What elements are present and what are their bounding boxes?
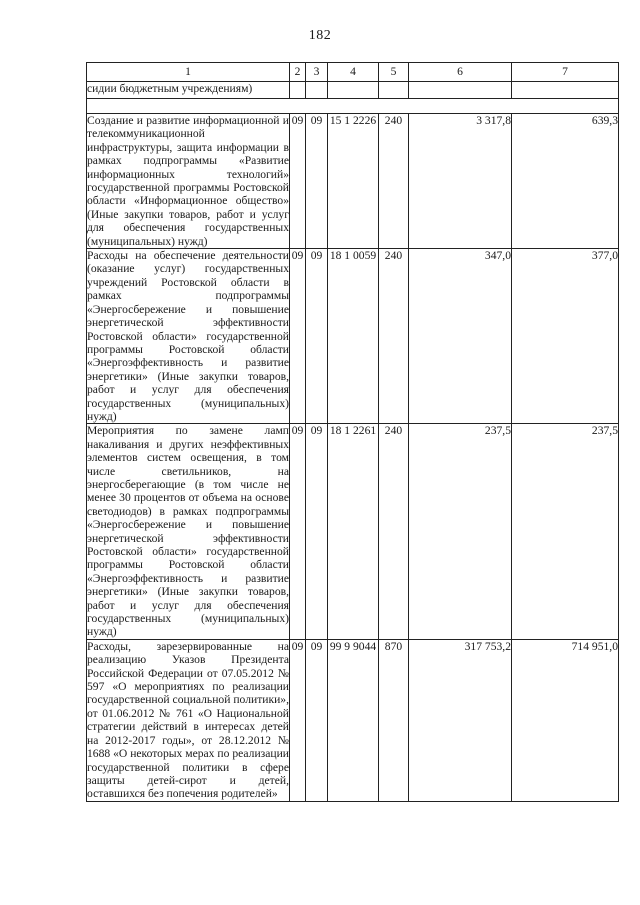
empty-cell [328,82,379,99]
row-sum-2: 237,5 [512,424,619,640]
row-sum-2: 639,3 [512,114,619,249]
empty-cell [306,82,328,99]
row-pr: 09 [306,114,328,249]
row-description: Мероприятия по замене ламп накаливания и других неэффективных элементов систем освещения, в том числе светильников, на энергосберегающие (в том числе не менее 30 процентов от объема на основе светодиодов) в рамках подпрограммы «Энергосбережение и повышение энергетической эффективности Ростовской области» государственной программы Ростовской области «Энергоэффективность и развитие энергетики» (Иные закупки товаров, работ и услуг для обеспечения государственных (муниципальных) нужд) [87,424,289,639]
row-vr: 240 [379,424,409,640]
row-rz: 09 [290,114,306,249]
row-vr: 240 [379,114,409,249]
row-csr: 18 1 0059 [328,249,379,424]
row-pr: 09 [306,639,328,801]
header-cell-6: 6 [409,63,512,82]
row-pr: 09 [306,249,328,424]
row-description: Расходы, зарезервированные на реализацию Указов Президента Российской Федерации от 07.05.2012 № 597 «О мероприятиях по реализации государственной социальной политики», от 01.06.2012 № 761 «О Национальной стратегии действий в интересах детей на 2012-2017 годы», от 28.12.2012 № 1688 «О некоторых мерах по реализации государственной политики в сфере защиты детей-сирот и детей, оставшихся без попечения родителей» [87,639,289,801]
row-sum-1: 317 753,2 [409,639,512,801]
table-row [87,639,619,801]
row-csr: 18 1 2261 [328,424,379,640]
row-rz: 09 [290,424,306,640]
row-pr: 09 [306,424,328,640]
empty-cell [379,82,409,99]
empty-cell [290,82,306,99]
row-vr: 870 [379,639,409,801]
table-row [87,424,619,640]
row-vr: 240 [379,249,409,424]
row-sum-1: 347,0 [409,249,512,424]
header-cell-1: 1 [87,63,290,82]
continuation-row [87,82,619,99]
row-rz: 09 [290,249,306,424]
row-description: Расходы на обеспечение деятельности (оказание услуг) государственных учреждений Ростовской области в рамках подпрограммы «Энергосбережение и повышение энергетической эффективности Ростовской области» государственной программы Ростовской области «Энергоэффективность и развитие энергетики» (Иные закупки товаров, работ и услуг для обеспечения государственных (муниципальных) нужд) [87,249,289,423]
budget-table [86,62,619,802]
header-cell-4: 4 [328,63,379,82]
row-spacer [87,99,619,114]
page-number: 182 [308,28,332,43]
row-csr: 99 9 9044 [328,639,379,801]
row-sum-1: 237,5 [409,424,512,640]
row-sum-2: 377,0 [512,249,619,424]
table-row [87,114,619,249]
header-cell-3: 3 [306,63,328,82]
row-description: Создание и развитие информационной и телекоммуникационной инфраструктуры, защита информации в рамках подпрограммы «Развитие информационных технологий» государственной программы Ростовской области «Информационное общество» (Иные закупки товаров, работ и услуг для обеспечения государственных (муниципальных) нужд) [87,114,289,248]
table-row [87,249,619,424]
header-cell-5: 5 [379,63,409,82]
continuation-text: сидии бюджетным учреждениям) [87,82,290,99]
empty-cell [512,82,619,99]
header-row [87,63,619,82]
header-cell-7: 7 [512,63,619,82]
row-sum-2: 714 951,0 [512,639,619,801]
empty-cell [409,82,512,99]
header-cell-2: 2 [290,63,306,82]
row-sum-1: 3 317,8 [409,114,512,249]
row-rz: 09 [290,639,306,801]
row-csr: 15 1 2226 [328,114,379,249]
